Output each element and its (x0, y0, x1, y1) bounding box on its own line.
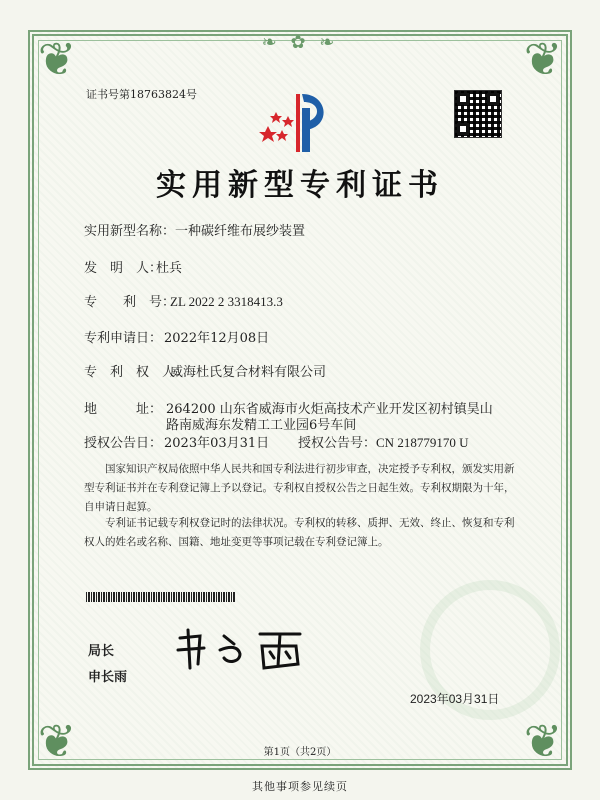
field-value: 杜兵 (156, 261, 183, 276)
field-label: 授权公告日： (84, 436, 163, 451)
field-label: 专 利 权 人： (84, 365, 189, 380)
corner-ornament-icon: ❦ (37, 32, 77, 86)
field-value: ZL 2022 2 3318413.3 (170, 294, 283, 309)
utility-model-name-row (84, 220, 305, 239)
page-number: 第1页（共2页） (263, 747, 337, 758)
address-line-1: 264200 山东省威海市火炬高技术产业开发区初村镇昊山 (166, 402, 493, 417)
corner-ornament-icon: ❦ (37, 714, 77, 768)
grant-date-row (84, 432, 269, 451)
field-label: 授权公告号： (298, 436, 377, 451)
patentee-row (84, 361, 326, 380)
grant-statement: 国家知识产权局依照中华人民共和国专利法进行初步审查，决定授予专利权，颁发实用新型专利证书并在专利登记簿上予以登记。专利权自授权公告之日起生效。专利权期限为十年，自申请日起算。 (84, 463, 515, 513)
corner-ornament-icon: ❦ (523, 32, 563, 86)
barcode (86, 592, 236, 602)
field-value: CN 218779170 U (376, 435, 469, 450)
field-label: 专 利 号： (84, 295, 176, 310)
director-title: 局长 (88, 644, 115, 659)
address-label: 地 址： (84, 402, 163, 417)
field-label: 专利申请日： (84, 331, 163, 346)
issue-date: 2023年03月31日 (410, 692, 500, 706)
director-name: 申长雨 (88, 670, 128, 685)
footer-note: 其他事项参见续页 (252, 780, 348, 793)
field-value: 2022年12月08日 (164, 331, 270, 346)
legal-status-statement: 专利证书记载专利权登记时的法律状况。专利权的转移、质押、无效、终止、恢复和专利权人的姓名或名称、国籍、地址变更等事项记载在专利登记簿上。 (84, 517, 515, 548)
field-value: 一种碳纤维布展纱装置 (175, 224, 306, 239)
field-value: 2023年03月31日 (164, 436, 270, 451)
director-signature-icon (170, 624, 310, 674)
cnipa-logo-icon (258, 86, 338, 156)
corner-ornament-icon: ❦ (523, 714, 563, 768)
filing-date-row (84, 327, 269, 346)
field-label: 发 明 人： (84, 261, 163, 276)
top-ornament-icon: ❧ ✿ ❧ (261, 32, 339, 53)
grant-number-row (298, 432, 468, 451)
certificate-title: 实用新型专利证书 (156, 168, 444, 203)
address-line-2: 路南威海东发精工工业园6号车间 (166, 418, 357, 433)
qr-code (454, 90, 502, 138)
patent-number-row (84, 291, 283, 310)
field-label: 实用新型名称： (84, 224, 176, 239)
field-value: 威海杜氏复合材料有限公司 (170, 365, 327, 380)
certificate-number: 证书号第18763824号 (86, 88, 197, 101)
inventor-row (84, 257, 182, 276)
